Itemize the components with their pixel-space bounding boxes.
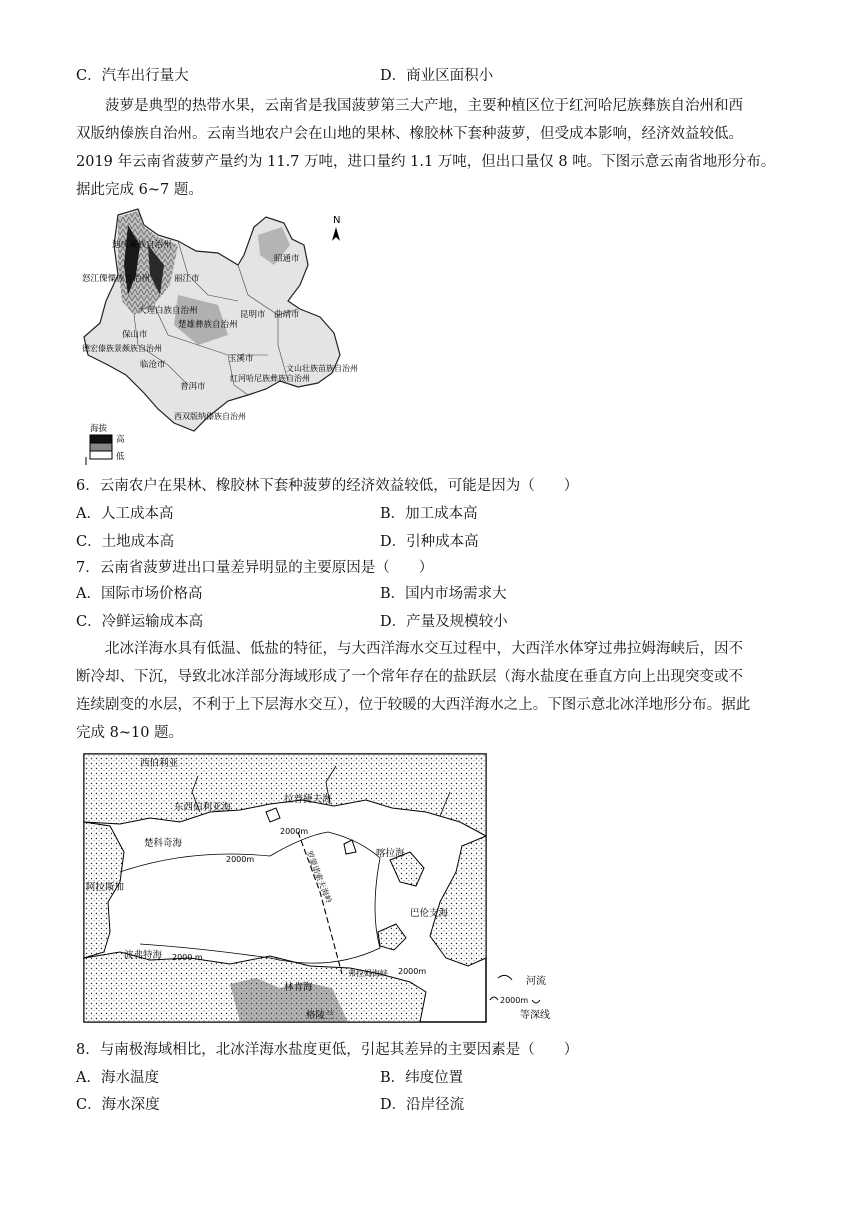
- map-label: 巴伦支海: [410, 908, 449, 919]
- map-label: 林肯海: [284, 982, 313, 993]
- map-label: 文山壮族苗族自治州: [286, 364, 358, 373]
- river-legend-icon: [498, 975, 512, 980]
- passage-line: 完成 8~10 题。: [76, 725, 184, 741]
- map-label: 西双版纳傣族自治州: [174, 412, 246, 421]
- map-label: 临沧市: [140, 360, 166, 370]
- passage-line: 菠萝是典型的热带水果，云南省是我国菠萝第三大产地，主要种植区位于红河哈尼族彝族自治州和西: [105, 98, 743, 114]
- map-label: 喀拉海: [376, 848, 405, 859]
- map-label: 楚科奇海: [144, 838, 183, 849]
- map-label: 楚雄彝族自治州: [178, 320, 238, 330]
- map-label: 弗拉姆海峡: [348, 969, 388, 978]
- legend-low-swatch: [90, 451, 112, 459]
- passage-line: 双版纳傣族自治州。云南当地农户会在山地的果林、橡胶林下套种菠萝，但受成本影响，经济效益较低。: [76, 126, 743, 142]
- legend-contour-label: 等深线: [520, 1010, 550, 1021]
- depth-label: 2000m: [280, 827, 309, 836]
- map-label: 拉普捷夫海: [284, 794, 332, 805]
- passage-line: 2019 年云南省菠萝产量约为 11.7 万吨，进口量约 1.1 万吨，但出口量仅 8 吨。下图示意云南省地形分布。: [76, 154, 776, 170]
- legend-title: 海拔: [90, 424, 108, 434]
- q6-option-d[interactable]: D．引种成本高: [380, 534, 479, 550]
- north-arrow-icon: [332, 227, 340, 241]
- map-label: 保山市: [122, 330, 148, 340]
- q8-option-c[interactable]: C．海水深度: [76, 1097, 160, 1113]
- arctic-ocean-map: [80, 752, 586, 1028]
- question-7-stem: 7．云南省菠萝进出口量差异明显的主要原因是（ ）: [76, 560, 434, 576]
- yunnan-terrain-map: [78, 205, 368, 467]
- map-label: 波弗特海: [124, 950, 163, 961]
- question-6-stem: 6．云南农户在果林、橡胶林下套种菠萝的经济效益较低，可能是因为（ ）: [76, 478, 579, 494]
- q7-option-d[interactable]: D．产量及规模较小: [380, 614, 508, 630]
- q8-option-b[interactable]: B．纬度位置: [380, 1070, 464, 1086]
- map-label: 玉溪市: [228, 354, 254, 364]
- contour-legend-icon: [490, 997, 498, 1000]
- passage-line: 断冷却、下沉，导致北冰洋部分海域形成了一个常年存在的盐跃层（海水盐度在垂直方向上出现突变或不: [76, 669, 743, 685]
- map-label: 阿拉斯加: [86, 882, 125, 893]
- map-label: 格陵兰: [306, 1010, 335, 1021]
- passage-arctic: [76, 635, 788, 747]
- q8-option-d[interactable]: D．沿岸径流: [380, 1097, 465, 1113]
- depth-label: 2000 m: [172, 953, 203, 962]
- depth-label: 2000m: [226, 855, 255, 864]
- legend-river-label: 河流: [526, 976, 546, 987]
- map-label: 迪庆藏族自治州: [112, 240, 172, 250]
- legend-low-label: 低: [116, 452, 125, 462]
- q6-option-c[interactable]: C．土地成本高: [76, 534, 175, 550]
- q7-option-a[interactable]: A．国际市场价格高: [76, 586, 203, 602]
- map-label: 普洱市: [180, 382, 206, 392]
- depth-label: 2000m: [398, 967, 427, 976]
- q7-option-b[interactable]: B．国内市场需求大: [380, 586, 507, 602]
- passage-line: 据此完成 6~7 题。: [76, 182, 203, 198]
- option-c: C．汽车出行量大: [76, 68, 189, 84]
- legend-high-swatch: [90, 435, 112, 443]
- q8-option-a[interactable]: A．海水温度: [76, 1070, 159, 1086]
- legend-contour-value: 2000m: [500, 996, 529, 1005]
- map-label: 德宏傣族景颇族自治州: [82, 344, 162, 353]
- map-label: 大理白族自治州: [138, 306, 198, 316]
- map-label: 曲靖市: [274, 310, 300, 320]
- q7-option-c[interactable]: C．冷鲜运输成本高: [76, 614, 204, 630]
- map-label: 西伯利亚: [140, 758, 179, 769]
- map-label: 怒江傈僳族自治州: [82, 274, 151, 284]
- map-label: 红河哈尼族彝族自治州: [230, 374, 310, 383]
- option-d: D．商业区面积小: [380, 68, 494, 84]
- legend-mid-swatch: [90, 443, 112, 451]
- question-8-stem: 8．与南极海域相比，北冰洋海水盐度更低，引起其差异的主要因素是（ ）: [76, 1042, 579, 1058]
- passage-line: 北冰洋海水具有低温、低盐的特征，与大西洋海水交互过程中，大西洋水体穿过弗拉姆海峡后，因不: [105, 641, 743, 657]
- north-label: N: [333, 215, 341, 226]
- map-label: 昆明市: [240, 310, 266, 320]
- map-label: 昭通市: [274, 254, 300, 264]
- q6-option-b[interactable]: B．加工成本高: [380, 506, 478, 522]
- map-label: 东西伯利亚海: [174, 802, 232, 813]
- legend-high-label: 高: [116, 435, 125, 445]
- passage-pineapple: [76, 92, 788, 204]
- map-label: 丽江市: [174, 274, 200, 284]
- q6-option-a[interactable]: A．人工成本高: [76, 506, 174, 522]
- passage-line: 连续剧变的水层，不利于上下层海水交互），位于较暖的大西洋海水之上。下图示意北冰洋地形分布。据此: [76, 697, 751, 713]
- map-label: 罗蒙诺索夫海岭: [304, 849, 334, 905]
